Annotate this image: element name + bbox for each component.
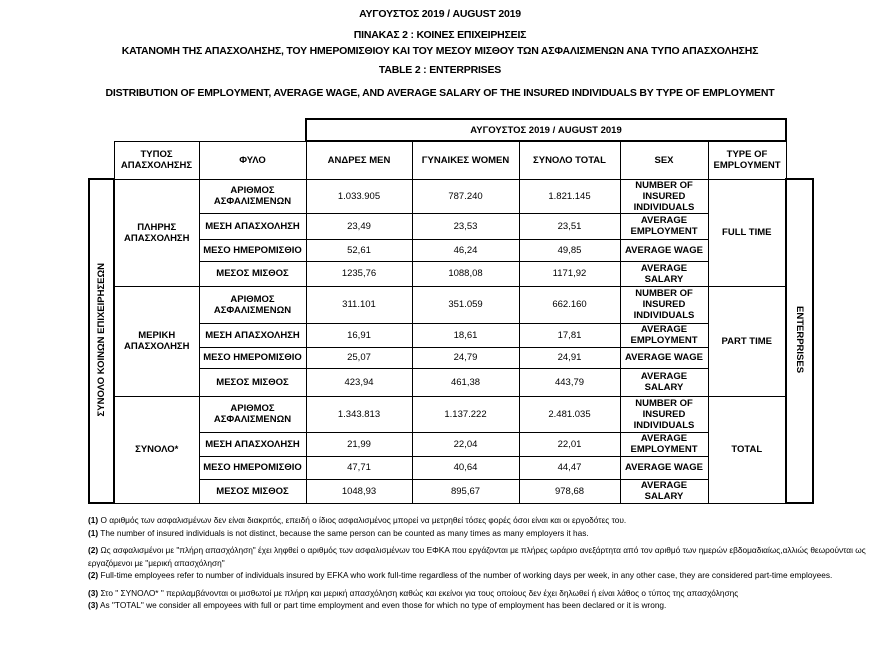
value-total: 443,79 [519, 368, 620, 396]
metric-gr: ΜΕΣΟΣ ΜΙΣΘΟΣ [199, 368, 306, 396]
metric-gr: ΑΡΙΘΜΟΣ ΑΣΦΑΛΙΣΜΕΝΩΝ [199, 396, 306, 432]
metric-gr: ΜΕΣΟ ΗΜΕΡΟΜΙΣΘΙΟ [199, 239, 306, 261]
value-women: 351.059 [412, 286, 519, 323]
footnote-text: The number of insured individuals is not distinct, because the same person can be counted as many times as many employers it has. [98, 527, 589, 538]
value-women: 787.240 [412, 179, 519, 213]
value-women: 46,24 [412, 239, 519, 261]
women-header: ΓΥΝΑΙΚΕΣ WOMEN [412, 141, 519, 179]
metric-en: AVERAGE SALARY [620, 261, 708, 286]
left-label-text: ΣΥΝΟΛΟ ΚΟΙΝΩΝ ΕΠΙΧΕΙΡΗΣΕΩΝ [96, 262, 107, 417]
type-en-cell: PART TIME [708, 286, 786, 396]
value-men: 311.101 [306, 286, 412, 323]
sex-header-en: SEX [620, 141, 708, 179]
type-en-cell: TOTAL [708, 396, 786, 503]
period-title: ΑΥΓΟΥΣΤΟΣ 2019 / AUGUST 2019 [359, 8, 521, 20]
value-men: 1.343.813 [306, 396, 412, 432]
value-women: 22,04 [412, 432, 519, 456]
table-title-en: TABLE 2 : ENTERPRISES [378, 64, 502, 76]
value-total: 662.160 [519, 286, 620, 323]
type-en-cell: FULL TIME [708, 179, 786, 286]
type-gr-cell: ΣΥΝΟΛΟ* [114, 396, 199, 503]
metric-gr: ΑΡΙΘΜΟΣ ΑΣΦΑΛΙΣΜΕΝΩΝ [199, 179, 306, 213]
value-men: 1235,76 [306, 261, 412, 286]
metric-gr: ΑΡΙΘΜΟΣ ΑΣΦΑΛΙΣΜΕΝΩΝ [199, 286, 306, 323]
metric-en: AVERAGE EMPLOYMENT [620, 432, 708, 456]
value-men: 23,49 [306, 213, 412, 239]
value-women: 40,64 [412, 456, 519, 479]
value-men: 52,61 [306, 239, 412, 261]
footnote-number: (2) [88, 570, 99, 580]
left-vertical-label [89, 179, 114, 503]
type-gr-cell: ΠΛΗΡΗΣ ΑΠΑΣΧΟΛΗΣΗ [114, 179, 199, 286]
metric-gr: ΜΕΣΟΣ ΜΙΣΘΟΣ [199, 479, 306, 503]
footnote [88, 569, 868, 582]
metric-en: AVERAGE WAGE [620, 456, 708, 479]
footnote-number: (3) [88, 587, 99, 598]
value-women: 18,61 [412, 323, 519, 347]
value-men: 1.033.905 [306, 179, 412, 213]
total-header: ΣΥΝΟΛΟ TOTAL [519, 141, 620, 179]
right-label-text: ENTERPRISES [794, 305, 805, 374]
metric-gr: ΜΕΣΟ ΗΜΕΡΟΜΙΣΘΙΟ [199, 347, 306, 368]
value-women: 23,53 [412, 213, 519, 239]
metric-gr: ΜΕΣΗ ΑΠΑΣΧΟΛΗΣΗ [199, 432, 306, 456]
footnote-text: Στο " ΣΥΝΟΛΟ* " περιλαμβάνονται οι μισθωτοί με πλήρη και μερική απασχόληση καθώς και εκείνοι για τους οποίους δεν έχει δηλωθεί ή είναι λάθος ο τύπος της απασχόλησης [98, 587, 739, 598]
table-row [89, 286, 813, 323]
footnote-text: Full-time employees refer to number of individuals insured by EFKA who work full-time regardless of the number of working days per week, in any other case, they are considered part-time employees. [98, 570, 833, 580]
footnote-text: Ως ασφαλισμένοι με "πλήρη απασχόληση" έχει ληφθεί ο αριθμός των ασφαλισμένων του ΕΦΚΑ που εργάζονται με πλήρες ωράριο ανεξάρτητα από τον αριθμό των ημερών εβδομαδιαίως,αλλιώς θεωρούνται ως εργαζόμενοι με "μερική απασχόληση" [88, 545, 866, 568]
value-men: 47,71 [306, 456, 412, 479]
value-women: 24,79 [412, 347, 519, 368]
metric-en: NUMBER OF INSURED INDIVIDUALS [620, 286, 708, 323]
type-gr-cell: ΜΕΡΙΚΗ ΑΠΑΣΧΟΛΗΣΗ [114, 286, 199, 396]
metric-gr: ΜΕΣΟ ΗΜΕΡΟΜΙΣΘΙΟ [199, 456, 306, 479]
footnote-number: (2) [88, 545, 99, 555]
sex-header-gr: ΦΥΛΟ [199, 141, 306, 179]
metric-en: AVERAGE WAGE [620, 239, 708, 261]
footnote [88, 514, 868, 527]
metric-en: AVERAGE SALARY [620, 368, 708, 396]
footnote-text: Ο αριθμός των ασφαλισμένων δεν είναι διακριτός, επειδή ο ίδιος ασφαλισμένος μπορεί να μετρηθεί τόσες φορές όσοι είναι και οι εργοδότες του. [98, 515, 627, 525]
value-women: 895,67 [412, 479, 519, 503]
value-total: 2.481.035 [519, 396, 620, 432]
value-men: 25,07 [306, 347, 412, 368]
value-total: 22,01 [519, 432, 620, 456]
value-women: 1.137.222 [412, 396, 519, 432]
value-men: 1048,93 [306, 479, 412, 503]
metric-gr: ΜΕΣΟΣ ΜΙΣΘΟΣ [199, 261, 306, 286]
metric-en: NUMBER OF INSURED INDIVIDUALS [620, 179, 708, 213]
value-total: 23,51 [519, 213, 620, 239]
data-table [88, 118, 814, 504]
value-men: 16,91 [306, 323, 412, 347]
men-header: ΑΝΔΡΕΣ MEN [306, 141, 412, 179]
footnotes [88, 514, 868, 612]
footnote [88, 527, 868, 540]
value-total: 1171,92 [519, 261, 620, 286]
footnote-number: (1) [88, 527, 99, 538]
footnote-number: (3) [88, 600, 99, 610]
metric-en: AVERAGE SALARY [620, 479, 708, 503]
footnote-number: (1) [88, 515, 99, 525]
value-total: 49,85 [519, 239, 620, 261]
table-title-gr: ΠΙΝΑΚΑΣ 2 : ΚΟΙΝΕΣ ΕΠΙΧΕΙΡΗΣΕΙΣ [353, 29, 527, 41]
metric-en: AVERAGE WAGE [620, 347, 708, 368]
value-total: 24,91 [519, 347, 620, 368]
footnote [88, 599, 868, 612]
value-men: 423,94 [306, 368, 412, 396]
metric-gr: ΜΕΣΗ ΑΠΑΣΧΟΛΗΣΗ [199, 213, 306, 239]
metric-gr: ΜΕΣΗ ΑΠΑΣΧΟΛΗΣΗ [199, 323, 306, 347]
metric-en: NUMBER OF INSURED INDIVIDUALS [620, 396, 708, 432]
table-desc-en: DISTRIBUTION OF EMPLOYMENT, AVERAGE WAGE, AND AVERAGE SALARY OF THE INSURED INDIVIDUALS BY TYPE OF EMPLOYMENT [105, 87, 775, 99]
metric-en: AVERAGE EMPLOYMENT [620, 323, 708, 347]
table-row [89, 396, 813, 432]
value-women: 461,38 [412, 368, 519, 396]
type-header-en: TYPE OF EMPLOYMENT [708, 141, 786, 179]
footnote [88, 587, 868, 600]
footnote [88, 544, 868, 569]
type-header-gr: ΤΥΠΟΣ ΑΠΑΣΧΟΛΗΣΗΣ [114, 141, 199, 179]
metric-en: AVERAGE EMPLOYMENT [620, 213, 708, 239]
table-desc-gr: ΚΑΤΑΝΟΜΗ ΤΗΣ ΑΠΑΣΧΟΛΗΣΗΣ, ΤΟΥ ΗΜΕΡΟΜΙΣΘΙΟΥ ΚΑΙ ΤΟΥ ΜΕΣΟΥ ΜΙΣΘΟΥ ΤΩΝ ΑΣΦΑΛΙΣΜΕΝΩΝ ΑΝΑ ΤΥΠΟ ΑΠΑΣΧΟΛΗΣΗΣ [121, 45, 759, 57]
value-total: 17,81 [519, 323, 620, 347]
right-vertical-label [786, 179, 813, 503]
period-header: ΑΥΓΟΥΣΤΟΣ 2019 / AUGUST 2019 [306, 119, 786, 141]
table-row [89, 179, 813, 213]
value-total: 44,47 [519, 456, 620, 479]
value-total: 1.821.145 [519, 179, 620, 213]
value-women: 1088,08 [412, 261, 519, 286]
footnote-text: As "TOTAL" we consider all empoyees with full or part time employment and even those for which no type of employment has been declared or it is wrong. [98, 600, 667, 610]
value-total: 978,68 [519, 479, 620, 503]
value-men: 21,99 [306, 432, 412, 456]
